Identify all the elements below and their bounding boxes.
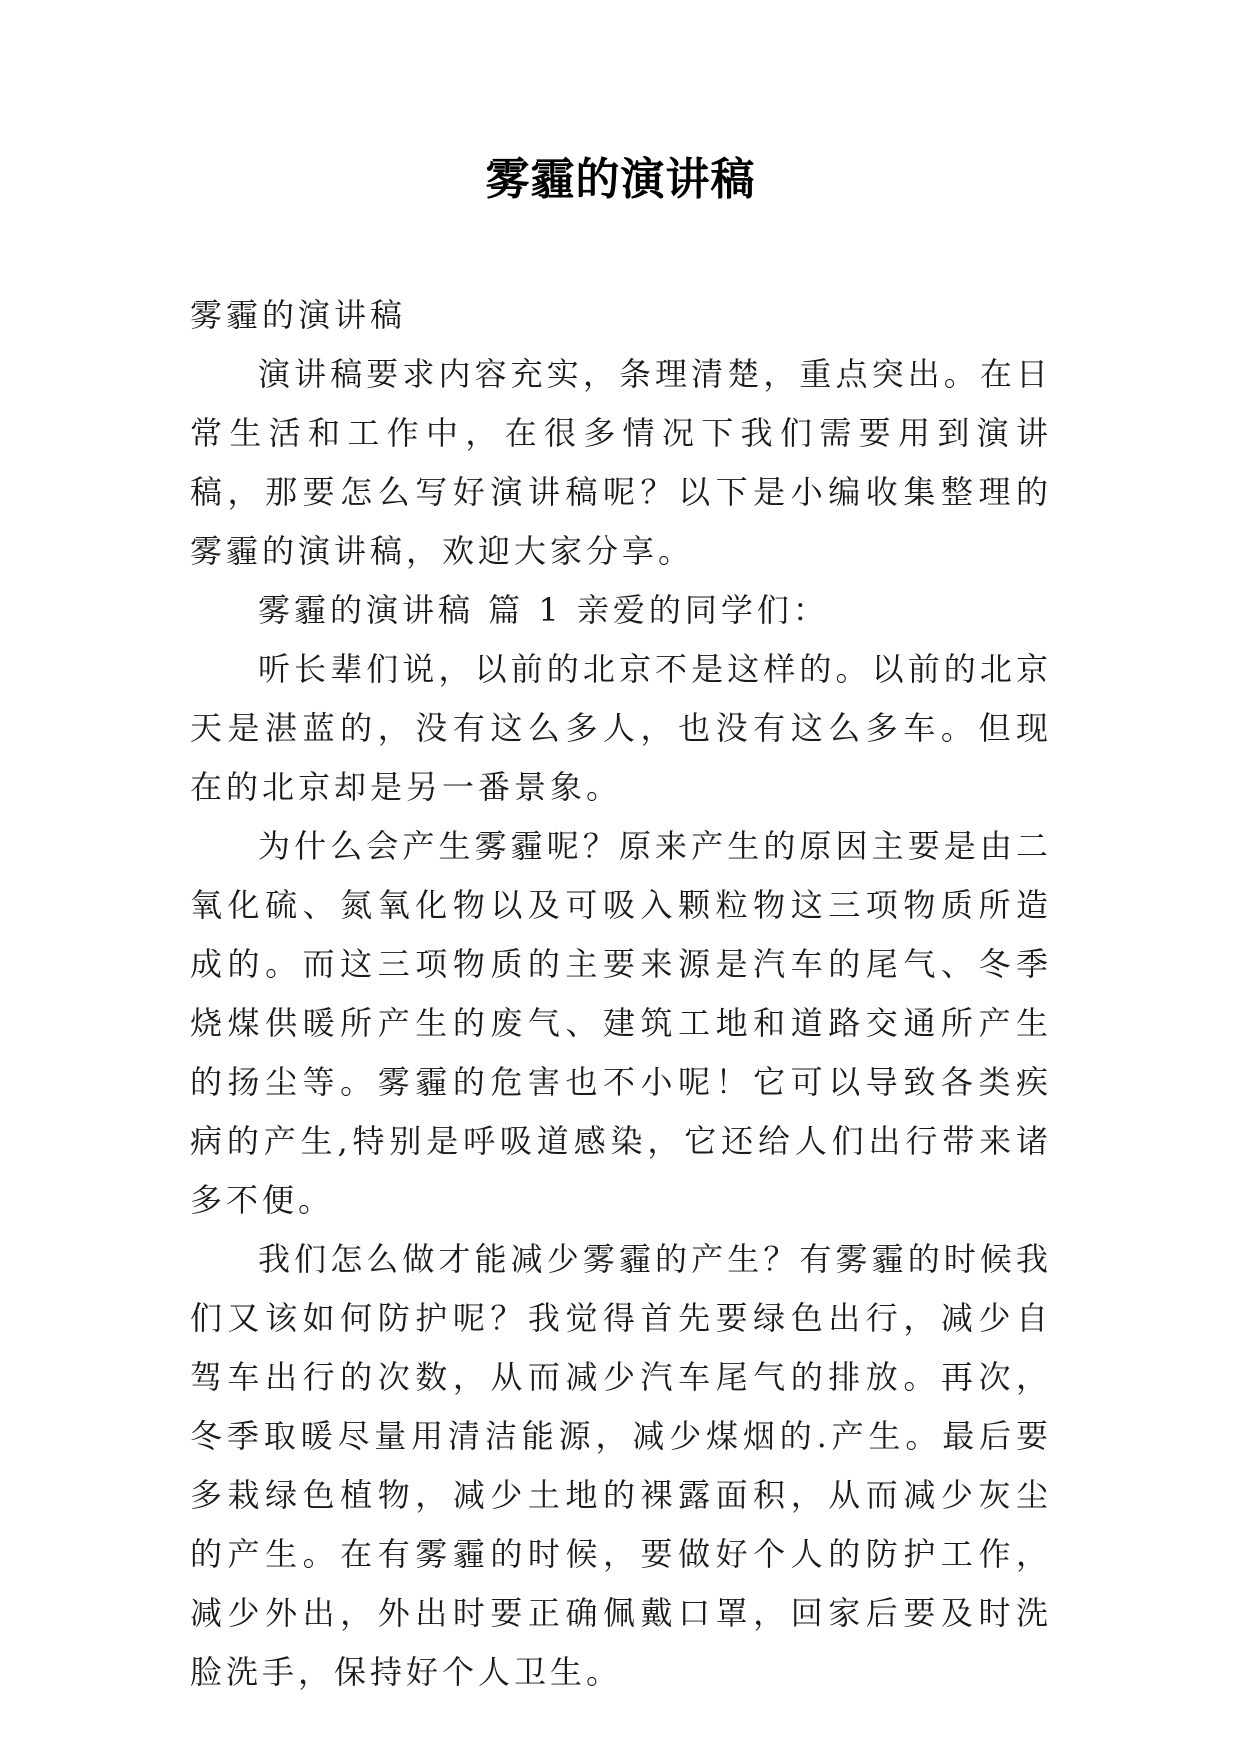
document-title: 雾霾的演讲稿 <box>485 154 756 205</box>
subtitle-paragraph: 雾霾的演讲稿 <box>190 296 407 334</box>
body-paragraph: 我们怎么做才能减少雾霾的产生？有雾霾的时候我们又该如何防护呢？我觉得首先要绿色出行，减少自驾车出行的次数，从而减少汽车尾气的排放。再次，冬季取暖尽量用清洁能源，减少煤烟的.产生。最后要多栽绿色植物，减少土地的裸露面积，从而减少灰尘的产生。在有雾霾的时候，要做好个人的防护工作，减少外出，外出时要正确佩戴口罩，回家后要及时洗脸洗手，保持好个人卫生。 <box>190 1240 1052 1691</box>
body-paragraph: 为什么会产生雾霾呢？原来产生的原因主要是由二氧化硫、氮氧化物以及可吸入颗粒物这三项物质所造成的。而这三项物质的主要来源是汽车的尾气、冬季烧煤供暖所产生的废气、建筑工地和道路交通所产生的扬尘等。雾霾的危害也不小呢！它可以导致各类疾病的产生,特别是呼吸道感染，它还给人们出行带来诸多不便。 <box>190 827 1052 1219</box>
section-heading-paragraph: 雾霾的演讲稿 篇 1 亲爱的同学们： <box>258 591 829 629</box>
intro-paragraph: 演讲稿要求内容充实，条理清楚，重点突出。在日常生活和工作中，在很多情况下我们需要用到演讲稿，那要怎么写好演讲稿呢？以下是小编收集整理的雾霾的演讲稿，欢迎大家分享。 <box>190 355 1052 570</box>
document-body <box>190 286 1052 1702</box>
body-paragraph: 听长辈们说，以前的北京不是这样的。以前的北京天是湛蓝的，没有这么多人，也没有这么多车。但现在的北京却是另一番景象。 <box>190 650 1052 806</box>
